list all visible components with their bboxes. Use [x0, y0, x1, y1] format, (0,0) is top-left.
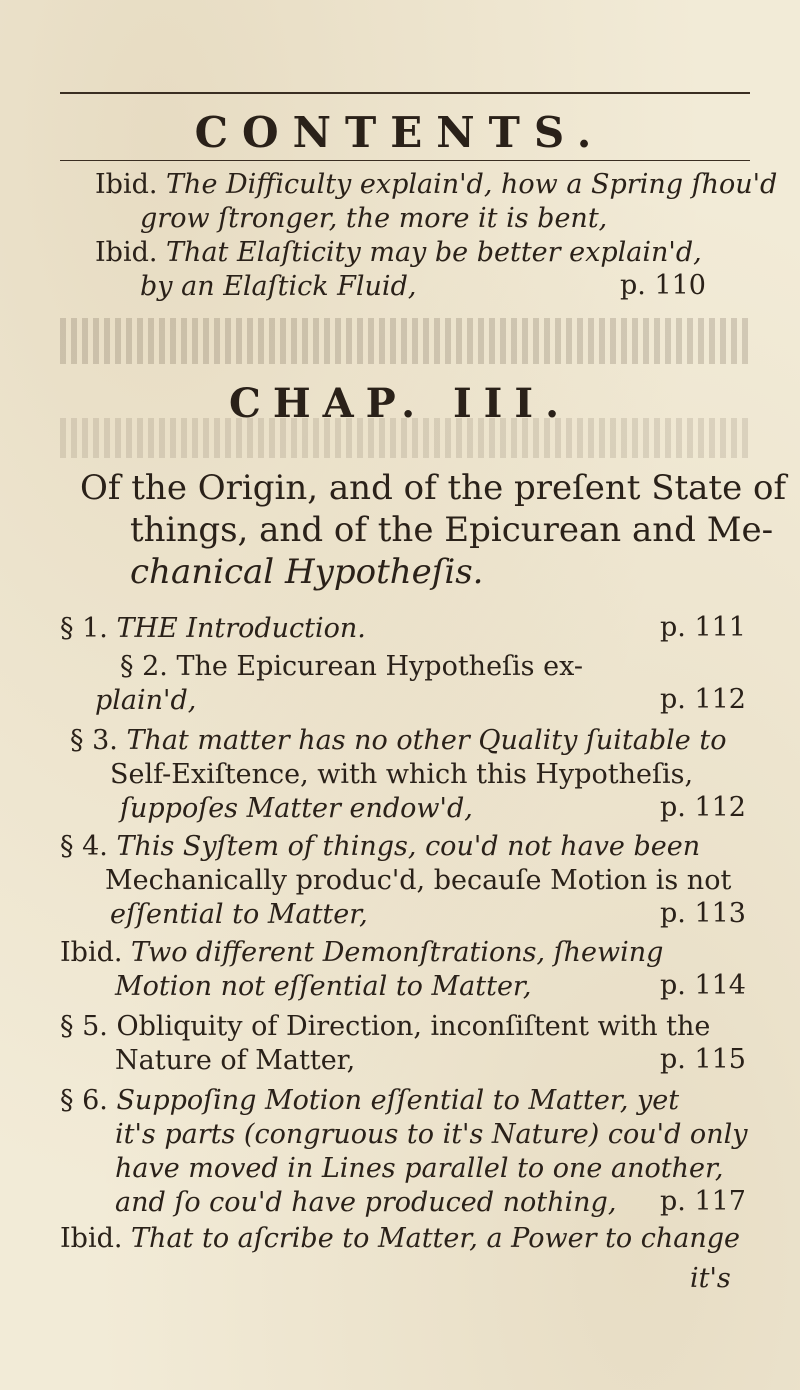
- page-number: p. 113: [660, 898, 746, 929]
- page-number: p. 111: [660, 612, 746, 643]
- toc-entry: [60, 1222, 740, 1256]
- entry-text: THE Introduction.: [116, 613, 366, 644]
- toc-entry: [95, 236, 702, 270]
- entry-text-cont: and ſo cou'd have produced nothing,: [115, 1187, 617, 1218]
- section-mark: § 3.: [70, 725, 118, 756]
- chapter-heading: CHAP. III.: [228, 380, 572, 427]
- entry-text-cont: Motion not eſſential to Matter,: [115, 971, 532, 1002]
- section-mark: § 4.: [60, 831, 108, 862]
- entry-lead: Ibid.: [60, 937, 123, 968]
- entry-text: Two different Demonſtrations, ſhewing: [131, 937, 664, 968]
- chapter-subtitle-line: Of the Origin, and of the preſent State of: [80, 468, 787, 508]
- page-number: p. 112: [660, 792, 746, 823]
- toc-entry: [70, 724, 726, 758]
- entry-text-cont: grow ſtronger, the more it is bent,: [140, 203, 608, 234]
- entry-text: Suppoſing Motion eſſential to Matter, yet: [116, 1085, 680, 1116]
- toc-entry: [60, 936, 663, 970]
- entry-text: That to aſcribe to Matter, a Power to change: [131, 1223, 741, 1254]
- entry-text: That matter has no other Quality ſuitable to: [126, 725, 727, 756]
- section-mark: § 5.: [60, 1011, 108, 1042]
- section-mark: § 1.: [60, 613, 108, 644]
- top-rule: [60, 92, 750, 94]
- decorative-border-bottom: [60, 418, 750, 458]
- entry-text-cont: plain'd,: [95, 685, 197, 716]
- entry-text: The Epicurean Hypotheſis ex-: [176, 651, 583, 682]
- page-number: p. 115: [660, 1044, 746, 1075]
- decorative-border-top: [60, 318, 750, 364]
- head-rule: [60, 160, 750, 161]
- chapter-subtitle-line: chanical Hypotheſis.: [130, 552, 484, 592]
- entry-text-cont: ſuppoſes Matter endow'd,: [120, 793, 473, 824]
- entry-text-cont: Self-Exiſtence, with which this Hypotheſis,: [110, 759, 694, 790]
- entry-text: The Difficulty explain'd, how a Spring ſhou'd: [166, 169, 778, 200]
- entry-text-cont: Mechanically produc'd, becauſe Motion is not: [105, 865, 732, 896]
- entry-lead: Ibid.: [95, 237, 158, 268]
- page-number: p. 117: [660, 1186, 746, 1217]
- section-mark: § 6.: [60, 1085, 108, 1116]
- entry-text-cont: eſſential to Matter,: [110, 899, 368, 930]
- entry-text: That Elaſticity may be better explain'd,: [166, 237, 702, 268]
- entry-text: Obliquity of Direction, inconſiſtent with the: [116, 1011, 711, 1042]
- chapter-subtitle-line: things, and of the Epicurean and Me-: [130, 510, 774, 550]
- toc-entry: [60, 1084, 679, 1118]
- entry-text-cont: by an Elaſtick Fluid,: [140, 271, 417, 302]
- running-title: CONTENTS.: [194, 108, 606, 157]
- page-number: p. 112: [660, 684, 746, 715]
- catchword: it's: [690, 1263, 731, 1294]
- entry-lead: Ibid.: [60, 1223, 123, 1254]
- toc-entry: [60, 830, 700, 864]
- section-mark: § 2.: [120, 651, 168, 682]
- page-number: p. 114: [660, 970, 746, 1001]
- toc-entry: [120, 650, 583, 684]
- entry-text-cont: it's parts (congruous to it's Nature) cou'd only: [115, 1119, 748, 1150]
- toc-entry: [60, 612, 366, 646]
- entry-lead: Ibid.: [95, 169, 158, 200]
- entry-text-cont: have moved in Lines parallel to one another,: [115, 1153, 724, 1184]
- toc-entry: [60, 1010, 710, 1044]
- toc-entry: [95, 168, 777, 202]
- entry-text-cont: Nature of Matter,: [115, 1045, 356, 1076]
- page-number: p. 110: [620, 270, 706, 301]
- entry-text: This Syſtem of things, cou'd not have been: [116, 831, 701, 862]
